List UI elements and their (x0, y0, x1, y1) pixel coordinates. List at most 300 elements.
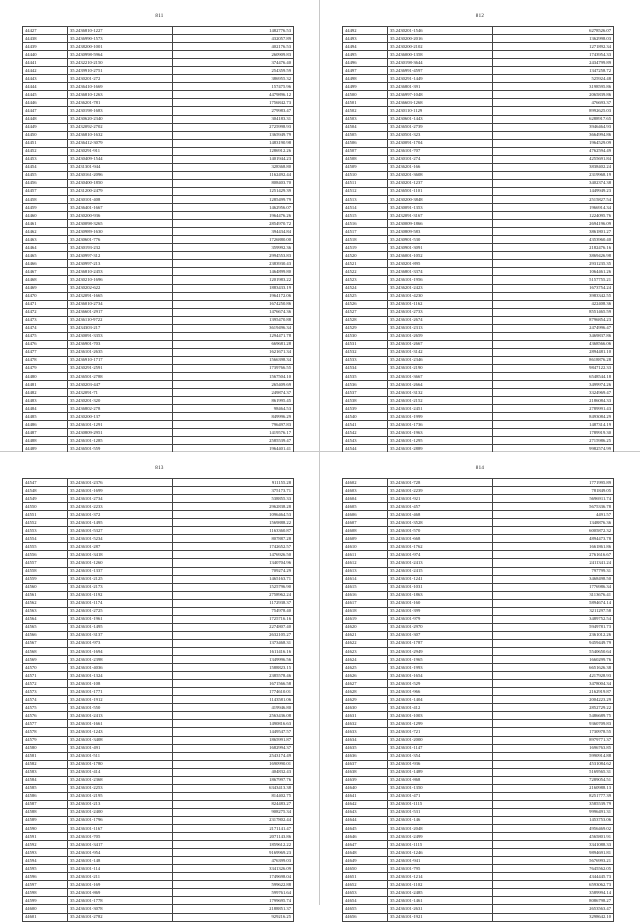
row-id-cell: 44547 (23, 479, 68, 487)
value-cell: 8618876.28 (493, 356, 614, 364)
table-row (23, 656, 294, 664)
row-id-cell: 44472 (23, 308, 68, 316)
code-cell: 35.2430201-320 (68, 397, 173, 405)
code-cell: 35.2436101-1214 (388, 873, 493, 881)
value-cell: 2694196.09 (493, 220, 614, 228)
table-row (23, 27, 294, 35)
row-id-cell: 44537 (343, 389, 388, 397)
code-cell: 35.2430210-1696 (68, 276, 173, 284)
table-row (23, 704, 294, 712)
value-cell: 1271892.34 (493, 43, 614, 51)
value-cell: 929216.25 (173, 913, 294, 921)
table-row (343, 179, 614, 187)
table-row (343, 511, 614, 519)
row-id-cell: 44544 (343, 445, 388, 453)
code-cell: 35.2430998-5964 (68, 51, 173, 59)
code-cell: 35.2430901-3091 (388, 244, 493, 252)
value-cell: 422408.36 (493, 300, 614, 308)
code-cell: 35.2436101-1921 (388, 913, 493, 921)
table-row (23, 155, 294, 163)
table-row (23, 760, 294, 768)
table-row (343, 688, 614, 696)
value-cell: 1756842.73 (173, 99, 294, 107)
table-row (343, 720, 614, 728)
value-cell: 419946.80 (173, 704, 294, 712)
table-row (343, 567, 614, 575)
row-id-cell: 44468 (23, 276, 68, 284)
code-cell: 35.2436101-2733 (388, 308, 493, 316)
code-cell: 35.2431301-944 (68, 163, 173, 171)
row-id-cell: 44525 (343, 292, 388, 300)
value-cell: 279983.47 (173, 107, 294, 115)
row-id-cell: 44478 (23, 356, 68, 364)
value-cell: 1964172.06 (173, 292, 294, 300)
value-cell: 4479896.12 (173, 91, 294, 99)
value-cell: 1964401.41 (173, 445, 294, 453)
value-cell: 1799695.74 (173, 897, 294, 905)
row-id-cell: 44538 (343, 397, 388, 405)
row-id-cell: 44496 (343, 59, 388, 67)
value-cell: 2931235.35 (493, 260, 614, 268)
row-id-cell: 44644 (343, 816, 388, 824)
table-row (343, 816, 614, 824)
row-id-cell: 44520 (343, 252, 388, 260)
row-id-cell: 44500 (343, 91, 388, 99)
row-id-cell: 44558 (23, 567, 68, 575)
row-id-cell: 44533 (343, 356, 388, 364)
row-id-cell: 44482 (23, 389, 68, 397)
row-id-cell: 44552 (23, 519, 68, 527)
row-id-cell: 44596 (23, 873, 68, 881)
value-cell: 1482776.53 (173, 27, 294, 35)
row-id-cell: 44557 (23, 559, 68, 567)
code-cell: 35.2436101-1031 (388, 583, 493, 591)
table-row (343, 905, 614, 913)
table-row (23, 639, 294, 647)
value-cell: 2160988.13 (493, 784, 614, 792)
row-id-cell: 44625 (343, 664, 388, 672)
table-row (343, 768, 614, 776)
value-cell: 1771995.89 (493, 479, 614, 487)
code-cell: 35.2436501-2739 (388, 123, 493, 131)
row-id-cell: 44541 (343, 421, 388, 429)
table-row (23, 647, 294, 655)
code-cell: 35.2436101-921 (388, 495, 493, 503)
value-cell: 4762594.49 (493, 147, 614, 155)
row-id-cell: 44600 (23, 905, 68, 913)
value-cell: 1401944.23 (173, 155, 294, 163)
value-cell: 1789919.30 (493, 429, 614, 437)
value-cell: 9847122.33 (493, 364, 614, 372)
table-row (23, 752, 294, 760)
page-813 (0, 452, 320, 920)
table-row (23, 768, 294, 776)
code-cell: 35.2436101-2631 (388, 905, 493, 913)
table-row (23, 905, 294, 913)
row-id-cell: 44536 (343, 381, 388, 389)
code-cell: 35.2436101-1661 (68, 720, 173, 728)
code-cell: 35.2436101-4230 (388, 292, 493, 300)
table-row (23, 591, 294, 599)
row-id-cell: 44648 (343, 849, 388, 857)
table-row (343, 704, 614, 712)
row-id-cell: 44614 (343, 575, 388, 583)
table-row (343, 284, 614, 292)
code-cell: 35.2436101-1961 (68, 615, 173, 623)
row-id-cell: 44527 (343, 308, 388, 316)
code-cell: 35.2436101-2368 (68, 776, 173, 784)
row-id-cell: 44467 (23, 268, 68, 276)
code-cell: 35.2436101-936 (388, 760, 493, 768)
value-cell: 359992.36 (173, 244, 294, 252)
row-id-cell: 44513 (343, 195, 388, 203)
table-row (343, 67, 614, 75)
value-cell: 3664994.86 (493, 131, 614, 139)
code-cell: 35.2436201-166 (388, 163, 493, 171)
table-row (23, 841, 294, 849)
value-cell: 3499974.26 (493, 381, 614, 389)
value-cell: 2789991.43 (493, 405, 614, 413)
code-cell: 35.2430198-1683 (68, 107, 173, 115)
code-cell: 35.2436101-1192 (68, 591, 173, 599)
code-cell: 35.2436101-2782 (68, 913, 173, 921)
table-row (23, 825, 294, 833)
table-row (23, 511, 294, 519)
code-cell: 35.2430198-3644 (388, 59, 493, 67)
row-id-cell: 44497 (343, 67, 388, 75)
code-cell: 35.2436810-1263 (68, 91, 173, 99)
value-cell: 1774610.01 (173, 688, 294, 696)
code-cell: 35.2430200-2016 (388, 35, 493, 43)
table-row (343, 833, 614, 841)
value-cell: 328368.80 (173, 163, 294, 171)
code-cell: 35.2436101-213 (68, 800, 173, 808)
value-cell: 9894691.81 (493, 849, 614, 857)
code-cell: 35.2436101-3078 (68, 905, 173, 913)
value-cell: 476693.37 (493, 99, 614, 107)
value-cell: 781849.05 (493, 487, 614, 495)
value-cell: 1201983.22 (173, 276, 294, 284)
row-id-cell: 44630 (343, 704, 388, 712)
row-id-cell: 44512 (343, 187, 388, 195)
table-row (343, 292, 614, 300)
code-cell: 35.2430009-1866 (388, 220, 493, 228)
table-row (23, 881, 294, 889)
value-cell: 2758962.24 (173, 591, 294, 599)
code-cell: 35.2436101-1780 (68, 760, 173, 768)
row-id-cell: 44511 (343, 179, 388, 187)
row-id-cell: 44515 (343, 212, 388, 220)
table-row (343, 503, 614, 511)
code-cell: 35.2436101-1350 (388, 784, 493, 792)
value-cell: 2632105.27 (173, 631, 294, 639)
table-row (23, 204, 294, 212)
code-cell: 35.2436101-2253 (68, 784, 173, 792)
table-row (343, 389, 614, 397)
value-cell: 249874.37 (173, 389, 294, 397)
code-cell: 35.2436601-2917 (68, 308, 173, 316)
value-cell: 2852729.22 (493, 704, 614, 712)
value-cell: 2474996.47 (493, 324, 614, 332)
row-id-cell: 44474 (23, 324, 68, 332)
value-cell: 3869426.98 (493, 252, 614, 260)
table-row (23, 268, 294, 276)
table-row (23, 776, 294, 784)
code-cell: 35.2436101-1771 (68, 688, 173, 696)
table-row (23, 833, 294, 841)
code-cell: 35.2430601-776 (68, 236, 173, 244)
table-row (343, 163, 614, 171)
table-row (343, 487, 614, 495)
value-cell: 3324969.47 (493, 389, 614, 397)
code-cell: 35.2430201-3608 (388, 171, 493, 179)
row-id-cell: 44487 (23, 429, 68, 437)
table-row (23, 688, 294, 696)
code-cell: 35.2436101-1167 (68, 825, 173, 833)
code-cell: 35.2436990-1573 (68, 35, 173, 43)
code-cell: 35.2436101-1299 (388, 720, 493, 728)
row-id-cell: 44548 (23, 487, 68, 495)
code-cell: 35.2436101-3408 (68, 736, 173, 744)
code-cell: 35.2436101-2048 (388, 825, 493, 833)
table-row (343, 849, 614, 857)
table-row (23, 324, 294, 332)
code-cell: 35.2436101-1699 (68, 487, 173, 495)
value-cell: 1476674.36 (173, 308, 294, 316)
code-cell: 35.2436101-1489 (388, 768, 493, 776)
value-cell: 1464899.80 (173, 268, 294, 276)
code-cell: 35.2436101-973 (68, 639, 173, 647)
row-id-cell: 44549 (23, 495, 68, 503)
value-cell: 1395470.88 (173, 316, 294, 324)
code-cell: 35.2436101-954 (68, 849, 173, 857)
code-cell: 35.2436101-2152 (388, 397, 493, 405)
table-row (343, 551, 614, 559)
row-id-cell: 44442 (23, 67, 68, 75)
value-cell: 1730978.55 (493, 728, 614, 736)
value-cell: 1673754.24 (493, 284, 614, 292)
value-cell: 1690990.01 (173, 760, 294, 768)
table-row (23, 495, 294, 503)
value-cell: 3946464.93 (493, 123, 614, 131)
code-cell: 35.2436101-3132 (388, 389, 493, 397)
table-row (343, 873, 614, 881)
row-id-cell: 44441 (23, 59, 68, 67)
row-id-cell: 44499 (343, 83, 388, 91)
code-cell: 35.2436101-2400 (68, 808, 173, 816)
table-row (23, 913, 294, 921)
code-cell: 35.2430901-530 (388, 236, 493, 244)
value-cell: 8992625.03 (493, 107, 614, 115)
code-cell: 35.2436997-1048 (388, 91, 493, 99)
table-row (343, 316, 614, 324)
code-cell: 35.2430101-408 (68, 195, 173, 203)
row-id-cell: 44584 (23, 776, 68, 784)
table-row (343, 405, 614, 413)
table-row (23, 849, 294, 857)
value-cell: 1859612.22 (173, 841, 294, 849)
code-cell: 35.2436101-399 (388, 607, 493, 615)
code-cell: 35.2436101-169 (68, 881, 173, 889)
code-cell: 35.2436101-1999 (388, 413, 493, 421)
table-row (343, 195, 614, 203)
value-cell: 599622.88 (173, 881, 294, 889)
table-row (343, 348, 614, 356)
value-cell: 254359.59 (173, 67, 294, 75)
row-id-cell: 44632 (343, 720, 388, 728)
code-cell: 35.2436101-795 (388, 865, 493, 873)
table-row (23, 519, 294, 527)
table-row (343, 187, 614, 195)
value-cell: 599761.64 (173, 889, 294, 897)
value-cell: 5676993.21 (493, 857, 614, 865)
value-cell: 1743954.33 (493, 51, 614, 59)
row-id-cell: 44446 (23, 99, 68, 107)
value-cell: 2715986.25 (493, 437, 614, 445)
row-id-cell: 44555 (23, 543, 68, 551)
row-id-cell: 44619 (343, 615, 388, 623)
value-cell: 1285499.79 (173, 195, 294, 203)
table-row (23, 575, 294, 583)
code-cell: 35.2436101-2190 (388, 364, 493, 372)
table-row (23, 212, 294, 220)
table-row (343, 340, 614, 348)
row-id-cell: 44481 (23, 381, 68, 389)
row-id-cell: 44514 (343, 204, 388, 212)
code-cell: 35.2430200-2102 (388, 43, 493, 51)
value-cell: 5486689.75 (493, 712, 614, 720)
value-cell: 3861801.27 (493, 228, 614, 236)
table-row (23, 91, 294, 99)
row-id-cell: 44473 (23, 316, 68, 324)
code-cell: 35.2436101-3418 (68, 551, 173, 559)
value-cell: 1483190.98 (173, 139, 294, 147)
code-cell: 35.2436101-570 (388, 527, 493, 535)
code-cell: 35.2436101-3417 (68, 841, 173, 849)
code-cell: 35.2436101-468 (388, 511, 493, 519)
table-row (343, 155, 614, 163)
value-cell: 2071143.86 (173, 833, 294, 841)
row-id-cell: 44494 (343, 43, 388, 51)
table-row (343, 760, 614, 768)
row-id-cell: 44447 (23, 107, 68, 115)
value-cell: 7289054.51 (493, 776, 614, 784)
table-row (23, 187, 294, 195)
code-cell: 35.2436901-703 (68, 340, 173, 348)
value-cell: 2653563.47 (493, 905, 614, 913)
code-cell: 35.2436603-1268 (388, 99, 493, 107)
row-id-cell: 44516 (343, 220, 388, 228)
value-cell: 3198595.86 (493, 83, 614, 91)
value-cell: 2162919.87 (493, 688, 614, 696)
table-row (23, 728, 294, 736)
row-id-cell: 44439 (23, 43, 68, 51)
table-row (343, 228, 614, 236)
row-id-cell: 44518 (343, 236, 388, 244)
value-cell: 1349996.56 (173, 656, 294, 664)
table-row (343, 599, 614, 607)
row-id-cell: 44489 (23, 445, 68, 453)
value-cell: 3402374.38 (493, 179, 614, 187)
code-cell: 35.2436101-1956 (388, 276, 493, 284)
code-cell: 35.2436101-1993 (388, 664, 493, 672)
code-cell: 35.2436101-707 (388, 147, 493, 155)
row-id-cell: 44465 (23, 252, 68, 260)
code-cell: 35.2430989-1630 (68, 228, 173, 236)
code-cell: 35.2436101-1246 (388, 849, 493, 857)
row-id-cell: 44458 (23, 195, 68, 203)
value-cell: 1172938.37 (173, 599, 294, 607)
code-cell: 35.2436101-1162 (388, 300, 493, 308)
table-row (343, 680, 614, 688)
code-cell: 35.2436501-2788 (68, 373, 173, 381)
row-id-cell: 44498 (343, 75, 388, 83)
table-row (23, 115, 294, 123)
row-id-cell: 44505 (343, 131, 388, 139)
row-id-cell: 44448 (23, 115, 68, 123)
value-cell: 6548544.18 (493, 373, 614, 381)
value-cell: 1867997.76 (173, 776, 294, 784)
value-cell: 157475.96 (173, 83, 294, 91)
code-cell: 35.2436101-1736 (388, 421, 493, 429)
table-row (343, 212, 614, 220)
value-cell: 1096464.53 (173, 511, 294, 519)
value-cell: 525924.48 (493, 75, 614, 83)
table-row (23, 857, 294, 865)
row-id-cell: 44503 (343, 115, 388, 123)
row-id-cell: 44501 (343, 99, 388, 107)
table-row (23, 623, 294, 631)
value-cell: 4353960.40 (493, 236, 614, 244)
table-row (343, 373, 614, 381)
table-row (23, 421, 294, 429)
code-cell: 35.2436101-491 (68, 744, 173, 752)
table-row (343, 696, 614, 704)
row-id-cell: 44450 (23, 131, 68, 139)
table-row (343, 647, 614, 655)
table-row (23, 99, 294, 107)
row-id-cell: 44606 (343, 511, 388, 519)
row-id-cell: 44464 (23, 244, 68, 252)
value-cell: 1362998.03 (493, 35, 614, 43)
table-row (23, 163, 294, 171)
table-row (23, 332, 294, 340)
value-cell: 1611416.16 (173, 647, 294, 655)
code-cell: 35.2436101-1003 (388, 712, 493, 720)
code-cell: 35.2436101-2376 (68, 479, 173, 487)
table-row (23, 107, 294, 115)
row-id-cell: 44526 (343, 300, 388, 308)
table-row (343, 752, 614, 760)
table-row (23, 316, 294, 324)
value-cell: 2065839.86 (493, 91, 614, 99)
value-cell: 3589994.14 (493, 889, 614, 897)
row-id-cell: 44553 (23, 527, 68, 535)
value-cell: 2585539.47 (173, 437, 294, 445)
code-cell: 35.2436101-1965 (388, 656, 493, 664)
page-812 (320, 0, 640, 452)
row-id-cell: 44582 (23, 760, 68, 768)
value-cell: 538855.33 (173, 495, 294, 503)
code-cell: 35.2436101-2195 (68, 792, 173, 800)
row-id-cell: 44440 (23, 51, 68, 59)
code-cell: 35.2436101-1863 (388, 591, 493, 599)
row-id-cell: 44528 (343, 316, 388, 324)
table-row (343, 535, 614, 543)
code-cell: 35.2436101-974 (388, 551, 493, 559)
value-cell: 3298642.10 (493, 913, 614, 921)
row-id-cell: 44443 (23, 75, 68, 83)
